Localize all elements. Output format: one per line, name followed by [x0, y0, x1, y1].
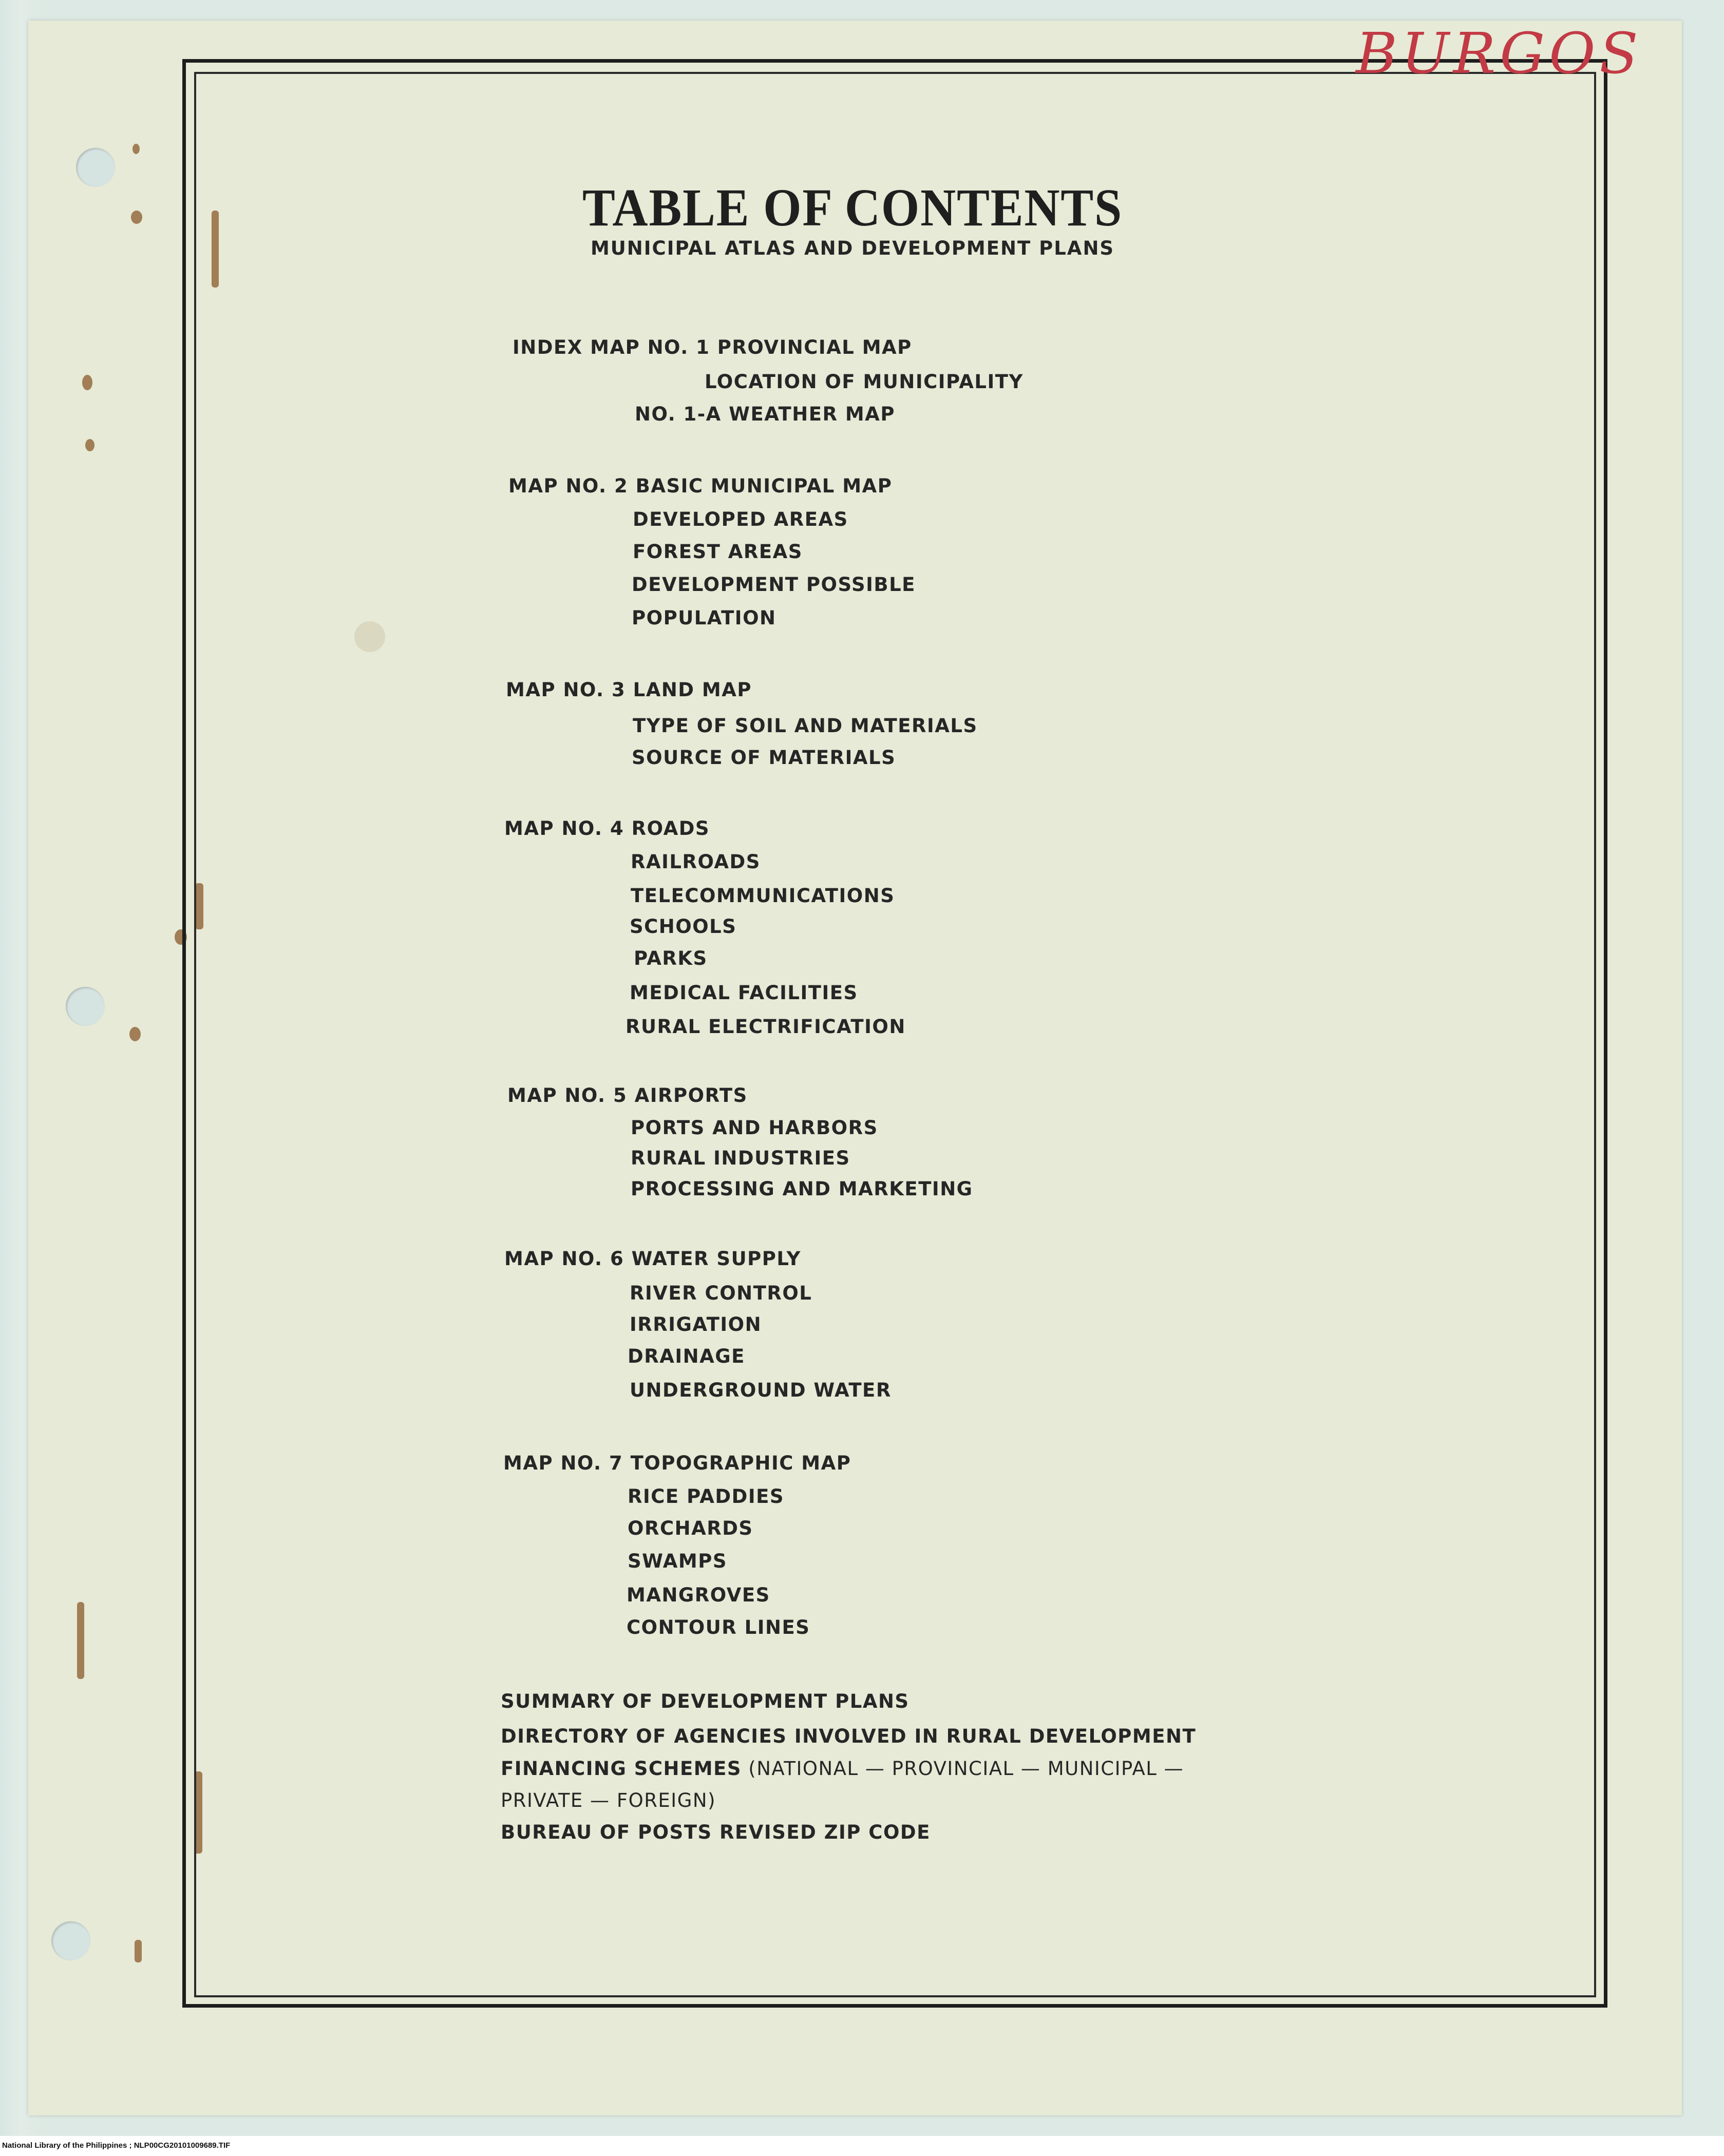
rust-stain: [77, 1602, 84, 1679]
page-subtitle: MUNICIPAL ATLAS AND DEVELOPMENT PLANS: [590, 237, 1115, 259]
rust-stain: [135, 1940, 142, 1962]
toc-entry: ORCHARDS: [628, 1517, 753, 1539]
toc-entry: SCHOOLS: [630, 915, 737, 938]
toc-entry: TYPE OF SOIL AND MATERIALS: [633, 715, 978, 737]
punch-hole-middle: [66, 987, 105, 1026]
toc-entry: MEDICAL FACILITIES: [630, 982, 858, 1004]
toc-entry: MAP NO. 3 LAND MAP: [506, 679, 752, 701]
toc-entry: MAP NO. 7 TOPOGRAPHIC MAP: [503, 1452, 851, 1474]
toc-entry: DIRECTORY OF AGENCIES INVOLVED IN RURAL DEVELOPMENT: [501, 1725, 1197, 1747]
rust-stain: [131, 211, 142, 224]
toc-entry: DRAINAGE: [628, 1345, 745, 1367]
toc-entry: MANGROVES: [627, 1584, 770, 1606]
toc-entry: RURAL ELECTRIFICATION: [626, 1016, 906, 1038]
toc-entry: MAP NO. 5 AIRPORTS: [507, 1084, 748, 1106]
toc-entry: MAP NO. 4 ROADS: [504, 817, 710, 839]
toc-entry: FINANCING SCHEMES (NATIONAL — PROVINCIAL — MUNICIPAL —: [501, 1758, 1184, 1780]
toc-entry: IRRIGATION: [630, 1313, 762, 1335]
toc-entry: NO. 1-A WEATHER MAP: [635, 403, 895, 425]
toc-entry: UNDERGROUND WATER: [630, 1379, 892, 1401]
toc-entry: LOCATION OF MUNICIPALITY: [705, 371, 1024, 393]
rust-stain: [82, 375, 92, 390]
toc-entry: MAP NO. 2 BASIC MUNICIPAL MAP: [508, 475, 893, 497]
toc-entry: FOREST AREAS: [633, 541, 803, 563]
rust-stain: [129, 1027, 141, 1041]
toc-entry: PRIVATE — FOREIGN): [501, 1789, 716, 1811]
handwritten-label: BURGOS: [1356, 21, 1642, 86]
toc-entry: PROCESSING AND MARKETING: [631, 1178, 973, 1200]
rust-stain: [85, 439, 94, 451]
toc-entry: RICE PADDIES: [628, 1485, 785, 1508]
toc-entry: SWAMPS: [628, 1550, 728, 1572]
toc-entry: CONTOUR LINES: [627, 1616, 810, 1638]
page-title: TABLE OF CONTENTS: [582, 178, 1123, 237]
toc-entry: DEVELOPED AREAS: [633, 508, 848, 530]
footer-bar: [0, 2136, 1724, 2156]
toc-entry: INDEX MAP NO. 1 PROVINCIAL MAP: [513, 336, 912, 358]
punch-hole-bottom: [51, 1921, 90, 1960]
toc-entry: PORTS AND HARBORS: [631, 1117, 878, 1139]
toc-entry: DEVELOPMENT POSSIBLE: [632, 574, 916, 596]
toc-entry: POPULATION: [632, 607, 776, 629]
toc-entry: SOURCE OF MATERIALS: [632, 747, 896, 769]
toc-entry: TELECOMMUNICATIONS: [631, 885, 895, 907]
toc-entry: BUREAU OF POSTS REVISED ZIP CODE: [501, 1821, 931, 1843]
rust-stain: [132, 144, 140, 154]
footer-caption: National Library of the Philippines ; NLP00CG20101009689.TIF: [2, 2141, 231, 2150]
toc-entry: RURAL INDUSTRIES: [631, 1147, 850, 1169]
toc-entry: RAILROADS: [631, 851, 761, 873]
punch-hole-top: [76, 148, 115, 187]
toc-entry: MAP NO. 6 WATER SUPPLY: [504, 1248, 801, 1270]
toc-entry: RIVER CONTROL: [630, 1282, 812, 1304]
toc-entry: SUMMARY OF DEVELOPMENT PLANS: [501, 1690, 910, 1712]
toc-entry: PARKS: [634, 947, 708, 969]
